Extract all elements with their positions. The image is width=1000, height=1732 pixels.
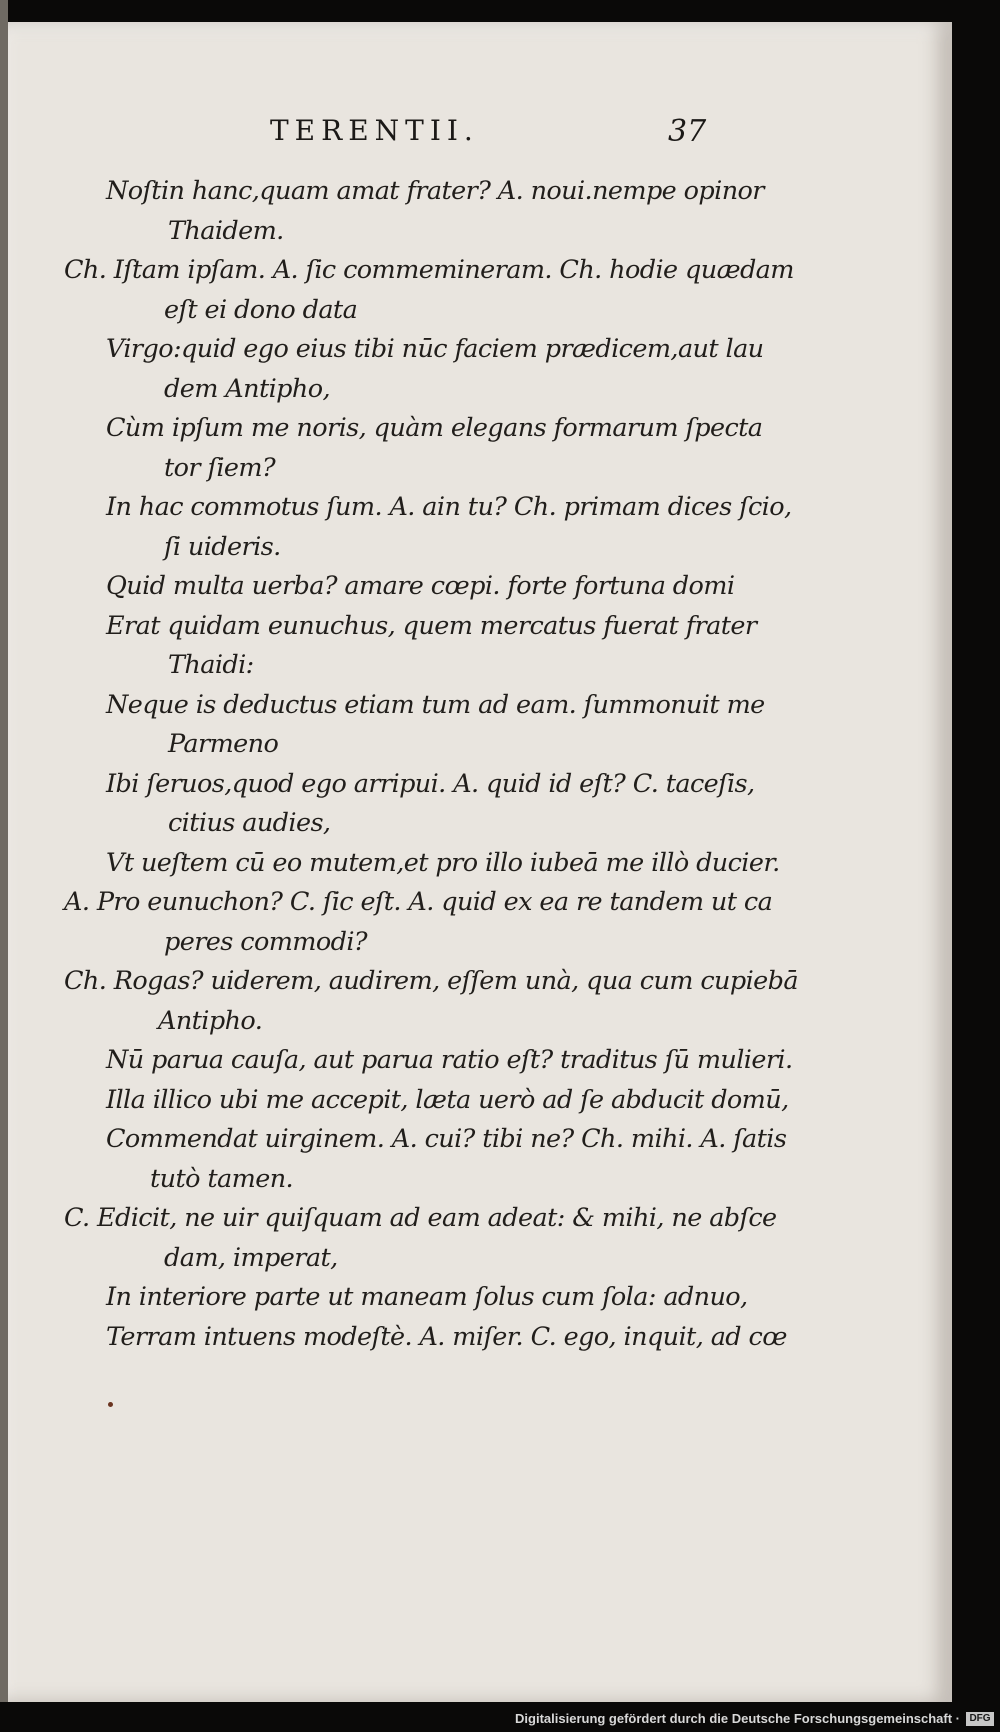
text-line: C. Edicit, ne uir quiſquam ad eam adeat: & mihi, ne abſce	[64, 1203, 777, 1233]
text-line: tutò tamen.	[150, 1163, 294, 1194]
text-line: Virgo:quid ego eius tibi nūc faciem prædicem,aut lau	[106, 334, 764, 364]
text-line: Antipho.	[158, 1005, 263, 1036]
text-line: tor ſiem?	[164, 452, 276, 483]
text-line: peres commodi?	[164, 926, 367, 957]
text-line: In hac commotus ſum. A. ain tu? Ch. primam dices ſcio,	[106, 492, 792, 522]
text-line: Quid multa uerba? amare cœpi. forte fortuna domi	[106, 571, 735, 601]
text-line: ſi uideris.	[164, 531, 281, 562]
text-line: Ch. Rogas? uiderem, audirem, eſſem unà, qua cum cupiebā	[64, 966, 798, 996]
text-line: A. Pro eunuchon? C. ſic eſt. A. quid ex ea re tandem ut ca	[64, 887, 773, 917]
page-number: 37	[668, 114, 707, 149]
text-line: Nū parua cauſa, aut parua ratio eſt? traditus ſū mulieri.	[106, 1045, 793, 1075]
page-header	[260, 114, 720, 154]
text-line: Noſtin hanc,quam amat frater? A. noui.nempe opinor	[106, 176, 764, 206]
text-line: citius audies,	[168, 808, 331, 838]
text-line: Vt ueſtem cū eo mutem,et pro illo iubeā me illò ducier.	[106, 847, 780, 878]
text-line: Thaidem.	[168, 215, 284, 246]
text-line: Erat quidam eunuchus, quem mercatus fuerat frater	[106, 610, 757, 641]
text-line: Illa illico ubi me accepit, læta uerò ad ſe abducit domū,	[106, 1084, 789, 1115]
text-line: Commendat uirginem. A. cui? tibi ne? Ch. mihi. A. ſatis	[106, 1124, 787, 1154]
text-line: In interiore parte ut maneam ſolus cum ſola: adnuo,	[106, 1282, 748, 1312]
text-line: Cùm ipſum me noris, quàm elegans formarum ſpecta	[106, 413, 763, 443]
verse-text	[60, 172, 798, 1357]
scan-edge	[0, 0, 8, 1732]
footer-band	[0, 1702, 1000, 1732]
text-line: Ch. Iſtam ipſam. A. ſic commemineram. Ch. hodie quædam	[64, 255, 794, 285]
text-line: eſt ei dono data	[164, 294, 358, 325]
text-line: dam, imperat,	[164, 1242, 338, 1273]
text-line: Ibi ſeruos,quod ego arripui. A. quid id eſt? C. taceſis,	[106, 768, 755, 799]
running-head: TERENTII.	[270, 114, 479, 147]
book-page	[8, 22, 952, 1702]
footer-credit: Digitalisierung gefördert durch die Deutsche Forschungsgemeinschaft ·	[515, 1711, 960, 1726]
text-line: dem Antipho,	[164, 373, 330, 404]
ink-speck	[108, 1402, 113, 1407]
text-line: Neque is deductus etiam tum ad eam. ſummonuit me	[106, 689, 765, 720]
text-line: Parmeno	[168, 729, 279, 759]
dfg-logo: DFG	[966, 1712, 994, 1726]
text-line: Thaidi:	[168, 650, 254, 680]
text-line: Terram intuens modeſtè. A. miſer. C. ego, inquit, ad cœ	[106, 1321, 787, 1352]
